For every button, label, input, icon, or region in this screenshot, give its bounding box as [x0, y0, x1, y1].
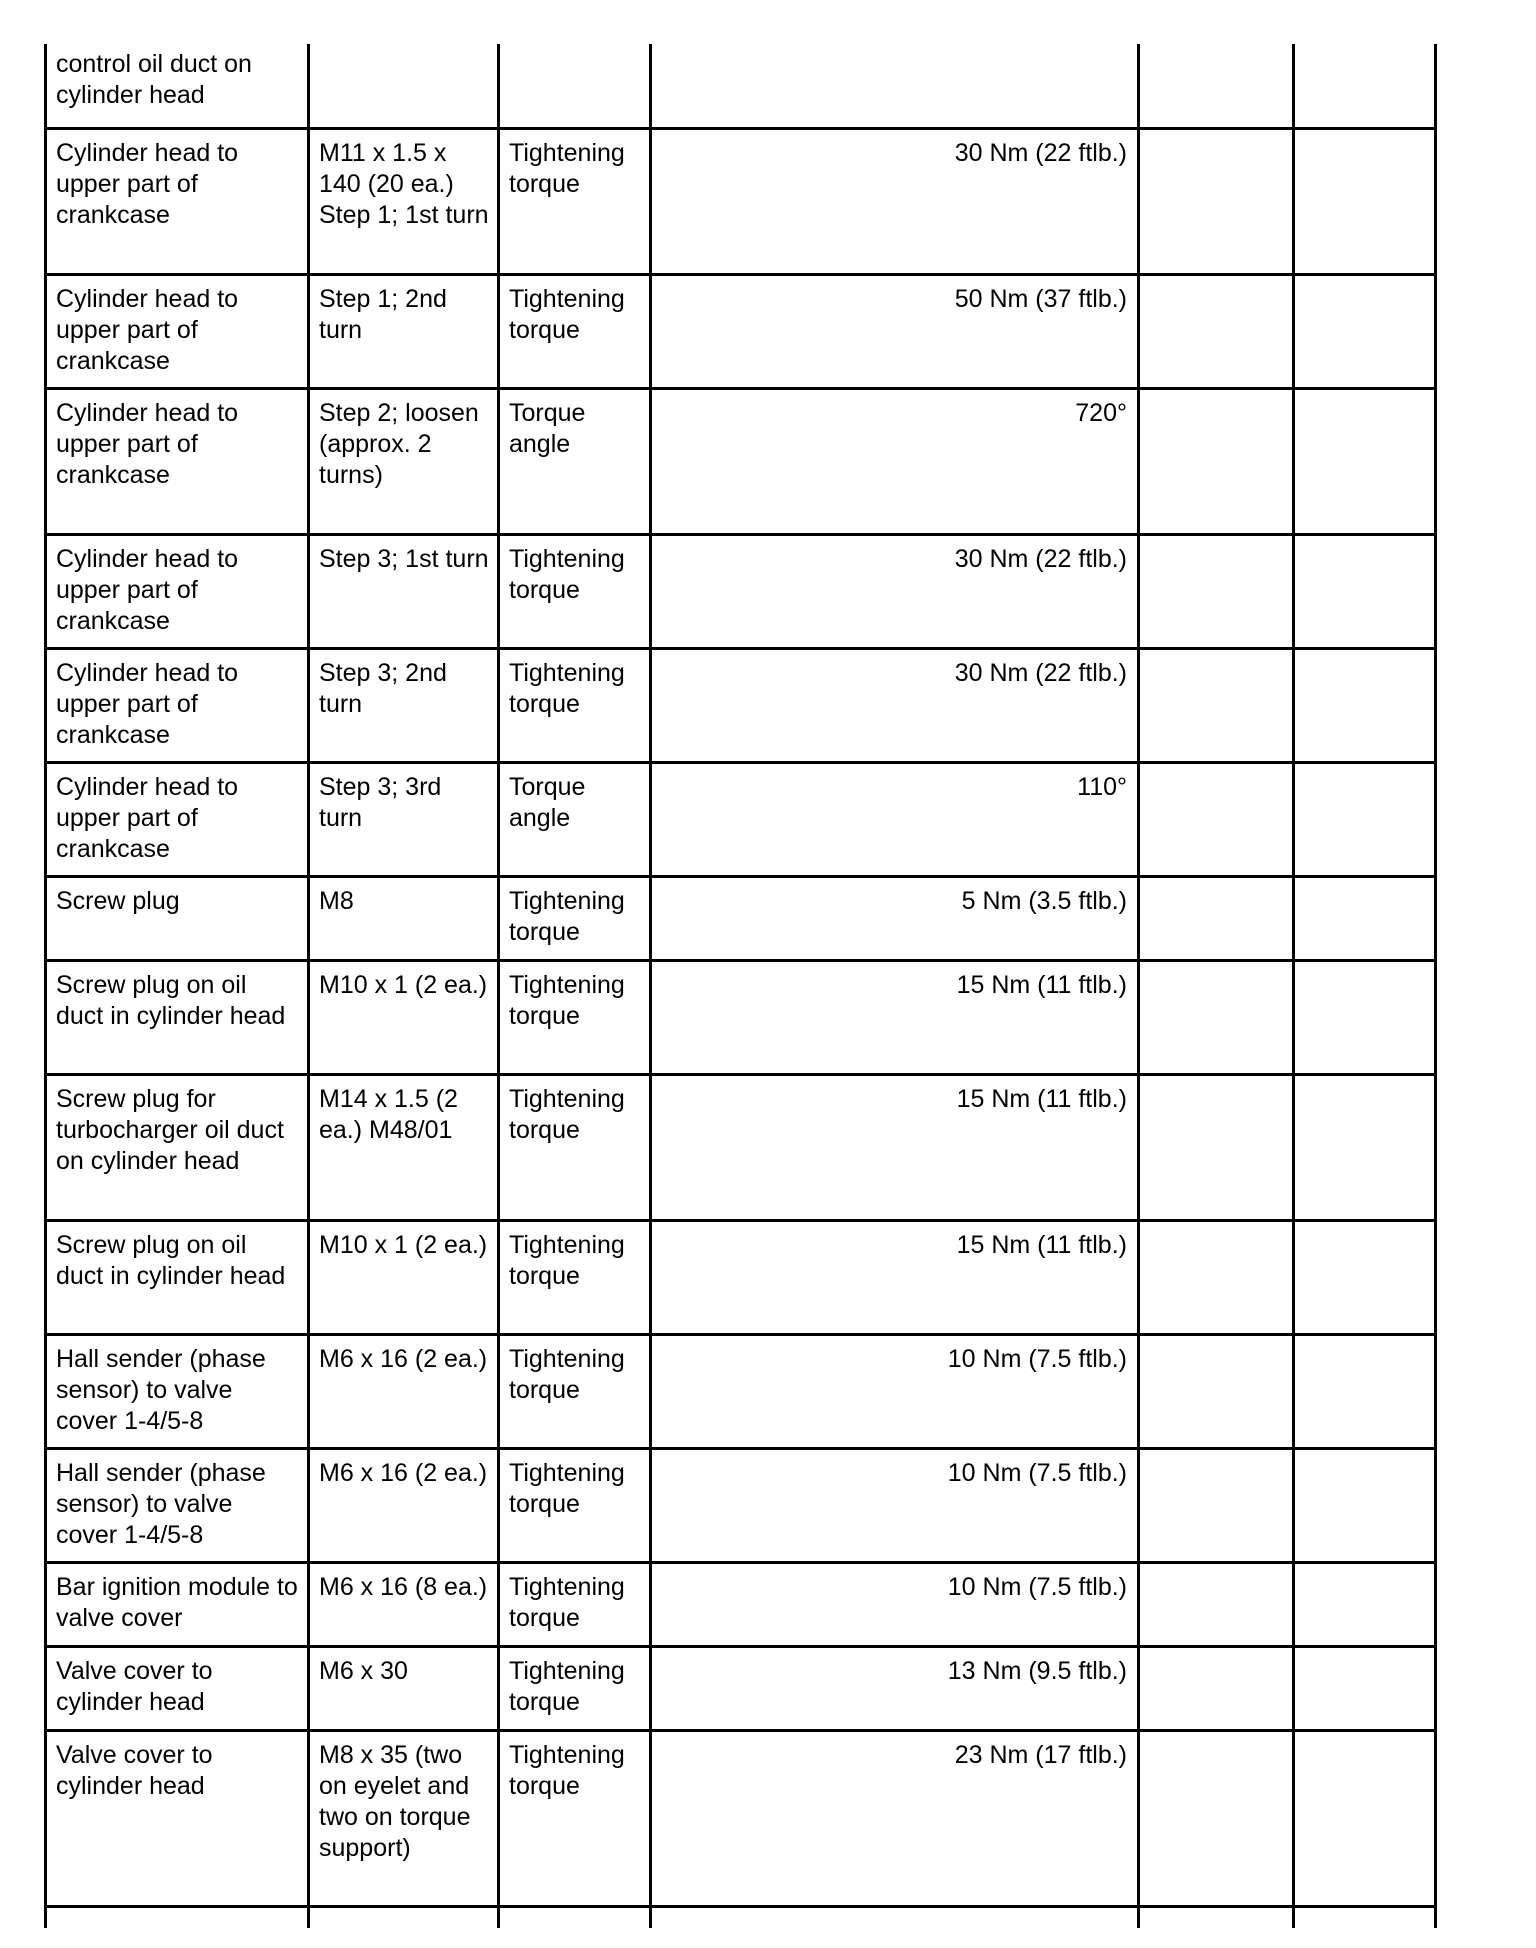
table-row [46, 1074, 1436, 1220]
size-cell: M6 x 16 (8 ea.) [309, 1562, 499, 1646]
extra-cell-2 [1294, 1448, 1436, 1562]
extra-cell-1 [1139, 1074, 1294, 1220]
size-cell: Step 1; 2nd turn [309, 274, 499, 388]
size-cell: Step 3; 2nd turn [309, 648, 499, 762]
size-cell: M11 x 1.5 x 140 (20 ea.) Step 1; 1st turn [309, 128, 499, 274]
value-cell: 15 Nm (11 ftlb.) [651, 1074, 1139, 1220]
type-cell: Tightening torque [499, 1448, 651, 1562]
size-cell: Step 3; 1st turn [309, 534, 499, 648]
extra-cell-1 [1139, 876, 1294, 960]
type-cell [499, 44, 651, 128]
component-cell: Screw plug on oil duct in cylinder head [46, 1220, 309, 1334]
extra-cell-2 [1294, 274, 1436, 388]
size-cell: Step 3; 3rd turn [309, 762, 499, 876]
value-cell: 5 Nm (3.5 ftlb.) [651, 876, 1139, 960]
type-cell: Tightening torque [499, 1220, 651, 1334]
table-row [46, 534, 1436, 648]
extra-cell-1 [1139, 1562, 1294, 1646]
extra-cell-2 [1294, 1220, 1436, 1334]
table-row [46, 1730, 1436, 1906]
extra-cell-2 [1294, 1562, 1436, 1646]
component-cell: Cylinder head to upper part of crankcase [46, 648, 309, 762]
empty-cell [651, 1906, 1139, 1928]
size-cell: M10 x 1 (2 ea.) [309, 1220, 499, 1334]
table-row [46, 44, 1436, 128]
value-cell: 30 Nm (22 ftlb.) [651, 128, 1139, 274]
table-row [46, 648, 1436, 762]
table-row [46, 960, 1436, 1074]
type-cell: Tightening torque [499, 1074, 651, 1220]
value-cell: 10 Nm (7.5 ftlb.) [651, 1562, 1139, 1646]
component-cell: Cylinder head to upper part of crankcase [46, 128, 309, 274]
extra-cell-2 [1294, 128, 1436, 274]
component-cell: Screw plug on oil duct in cylinder head [46, 960, 309, 1074]
value-cell: 13 Nm (9.5 ftlb.) [651, 1646, 1139, 1730]
extra-cell-2 [1294, 534, 1436, 648]
table-row [46, 1334, 1436, 1448]
type-cell: Tightening torque [499, 960, 651, 1074]
component-cell: Cylinder head to upper part of crankcase [46, 762, 309, 876]
table-row [46, 1562, 1436, 1646]
type-cell: Torque angle [499, 388, 651, 534]
extra-cell-2 [1294, 388, 1436, 534]
extra-cell-2 [1294, 648, 1436, 762]
table-row [46, 388, 1436, 534]
table-row [46, 1220, 1436, 1334]
extra-cell-1 [1139, 274, 1294, 388]
size-cell: M6 x 16 (2 ea.) [309, 1448, 499, 1562]
size-cell: M6 x 16 (2 ea.) [309, 1334, 499, 1448]
value-cell: 110° [651, 762, 1139, 876]
value-cell: 720° [651, 388, 1139, 534]
value-cell: 10 Nm (7.5 ftlb.) [651, 1448, 1139, 1562]
extra-cell-1 [1139, 1730, 1294, 1906]
value-cell: 30 Nm (22 ftlb.) [651, 534, 1139, 648]
extra-cell-2 [1294, 1074, 1436, 1220]
size-cell [309, 44, 499, 128]
empty-cell [309, 1906, 499, 1928]
component-cell: Bar ignition module to valve cover [46, 1562, 309, 1646]
value-cell: 15 Nm (11 ftlb.) [651, 1220, 1139, 1334]
size-cell: M6 x 30 [309, 1646, 499, 1730]
component-cell: control oil duct on cylinder head [46, 44, 309, 128]
table-row [46, 762, 1436, 876]
type-cell: Tightening torque [499, 1730, 651, 1906]
extra-cell-2 [1294, 1646, 1436, 1730]
torque-spec-sheet [44, 44, 1434, 1928]
table-row [46, 128, 1436, 274]
type-cell: Tightening torque [499, 876, 651, 960]
extra-cell-2 [1294, 1334, 1436, 1448]
component-cell: Screw plug for turbocharger oil duct on cylinder head [46, 1074, 309, 1220]
empty-cell [1139, 1906, 1294, 1928]
table-row [46, 274, 1436, 388]
extra-cell-1 [1139, 44, 1294, 128]
extra-cell-2 [1294, 960, 1436, 1074]
size-cell: M10 x 1 (2 ea.) [309, 960, 499, 1074]
type-cell: Tightening torque [499, 1562, 651, 1646]
component-cell: Screw plug [46, 876, 309, 960]
type-cell: Torque angle [499, 762, 651, 876]
empty-cell [46, 1906, 309, 1928]
value-cell: 50 Nm (37 ftlb.) [651, 274, 1139, 388]
extra-cell-2 [1294, 762, 1436, 876]
extra-cell-1 [1139, 534, 1294, 648]
type-cell: Tightening torque [499, 274, 651, 388]
type-cell: Tightening torque [499, 128, 651, 274]
extra-cell-2 [1294, 876, 1436, 960]
size-cell: M8 x 35 (two on eyelet and two on torque support) [309, 1730, 499, 1906]
component-cell: Hall sender (phase sensor) to valve cover 1-4/5-8 [46, 1448, 309, 1562]
table-continuation-row [46, 1906, 1436, 1928]
table-row [46, 1646, 1436, 1730]
component-cell: Cylinder head to upper part of crankcase [46, 388, 309, 534]
value-cell: 30 Nm (22 ftlb.) [651, 648, 1139, 762]
extra-cell-1 [1139, 1220, 1294, 1334]
value-cell [651, 44, 1139, 128]
extra-cell-1 [1139, 1448, 1294, 1562]
component-cell: Valve cover to cylinder head [46, 1730, 309, 1906]
component-cell: Valve cover to cylinder head [46, 1646, 309, 1730]
empty-cell [1294, 1906, 1436, 1928]
size-cell: M8 [309, 876, 499, 960]
value-cell: 15 Nm (11 ftlb.) [651, 960, 1139, 1074]
size-cell: Step 2; loosen (approx. 2 turns) [309, 388, 499, 534]
extra-cell-2 [1294, 1730, 1436, 1906]
extra-cell-1 [1139, 1646, 1294, 1730]
extra-cell-1 [1139, 762, 1294, 876]
extra-cell-1 [1139, 1334, 1294, 1448]
component-cell: Hall sender (phase sensor) to valve cover 1-4/5-8 [46, 1334, 309, 1448]
extra-cell-1 [1139, 388, 1294, 534]
extra-cell-1 [1139, 128, 1294, 274]
extra-cell-1 [1139, 960, 1294, 1074]
type-cell: Tightening torque [499, 1334, 651, 1448]
extra-cell-1 [1139, 648, 1294, 762]
table-row [46, 1448, 1436, 1562]
value-cell: 23 Nm (17 ftlb.) [651, 1730, 1139, 1906]
empty-cell [499, 1906, 651, 1928]
size-cell: M14 x 1.5 (2 ea.) M48/01 [309, 1074, 499, 1220]
component-cell: Cylinder head to upper part of crankcase [46, 274, 309, 388]
component-cell: Cylinder head to upper part of crankcase [46, 534, 309, 648]
extra-cell-2 [1294, 44, 1436, 128]
type-cell: Tightening torque [499, 648, 651, 762]
table-body [46, 44, 1436, 1928]
value-cell: 10 Nm (7.5 ftlb.) [651, 1334, 1139, 1448]
torque-spec-table [44, 44, 1437, 1928]
table-row [46, 876, 1436, 960]
type-cell: Tightening torque [499, 1646, 651, 1730]
type-cell: Tightening torque [499, 534, 651, 648]
